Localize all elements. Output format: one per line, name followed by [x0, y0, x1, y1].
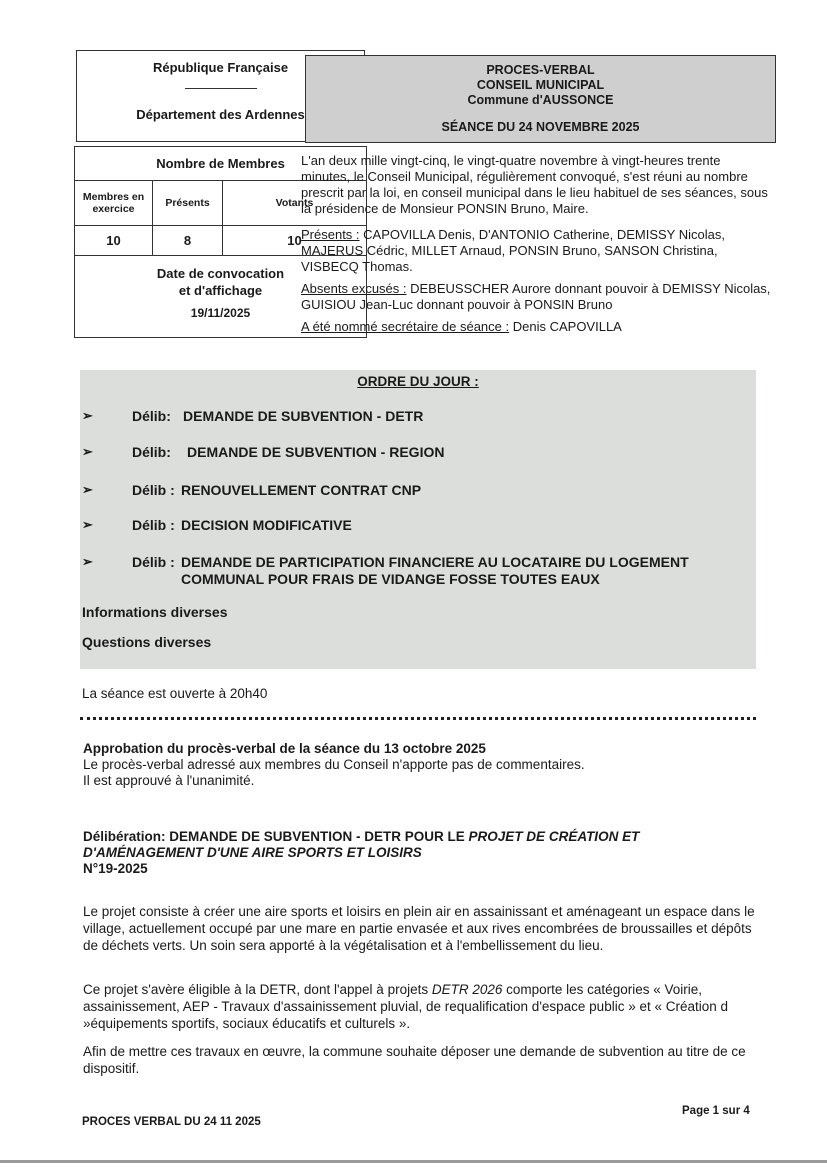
page-number: Page 1 sur 4 [682, 1105, 750, 1117]
value-present: 8 [153, 226, 223, 255]
arrow-bullet-icon: ➢ [82, 444, 93, 459]
deliberation-title-italic-2: D'AMÉNAGEMENT D'UNE AIRE SPORTS ET LOISIRS [83, 845, 422, 860]
convocation-date: 19/11/2025 [190, 306, 251, 320]
present-label: Présents : [301, 227, 360, 242]
pv-council: CONSEIL MUNICIPAL [476, 78, 605, 92]
deliberation-paragraph-1: Le projet consiste à créer une aire sports et loisirs en plein air en assainissant et aménageant un espace dans le village, actuellement occupé par une mare en partie envasée et aux rives encombrées de broussailles et dépôts de déchets verts. Un soin sera apporté à la végétalisation et à l'embellissement du lieu. [83, 904, 755, 953]
agenda-item-text: RENOUVELLEMENT CONTRAT CNP [181, 482, 422, 498]
pv-header-box [305, 55, 776, 143]
col-header-present: Présents [153, 180, 223, 225]
deliberation-heading [83, 829, 763, 877]
p2-text-b: comporte les catégories « Voirie, assainissement, AEP - Travaux d'assainissement pluvial, de requalification d'espace public » et « Création d »équipements sportifs, sociaux éducatifs et culturels ». [83, 982, 729, 1031]
convocation-label-2: et d'affichage [178, 283, 263, 298]
members-table-title: Nombre de Membres [75, 147, 366, 181]
col-header-voters: Votants [275, 196, 314, 209]
arrow-bullet-icon: ➢ [82, 408, 93, 423]
agenda-title: ORDRE DU JOUR : [357, 374, 479, 389]
present-list: CAPOVILLA Denis, D'ANTONIO Catherine, DEMISSY Nicolas, MAJERUS Cédric, MILLET Arnaud, PONSIN Bruno, SANSON Christina, VISBECQ Thomas. [301, 227, 725, 274]
deliberation-number: N°19-2025 [83, 861, 148, 876]
agenda-item-label: Délib: [132, 408, 171, 424]
absent-paragraph [301, 281, 771, 313]
agenda-item-text: DECISION MODIFICATIVE [181, 517, 352, 533]
agenda-item-label: Délib: [132, 444, 171, 460]
pv-commune: Commune d'AUSSONCE [467, 93, 614, 107]
pv-title: PROCES-VERBAL [486, 63, 595, 77]
intro-paragraph: L'an deux mille vingt-cinq, le vingt-quatre novembre à vingt-heures trente minutes, le Conseil Municipal, régulièrement convoqué, s'est réuni au nombre prescrit par la loi, en conseil municipal dans le lieu habituel de ses séances, sous la présidence de Monsieur PONSIN Bruno, Maire. [301, 153, 768, 216]
arrow-bullet-icon: ➢ [82, 482, 93, 497]
divider [185, 88, 257, 89]
agenda-item-label: Délib : [132, 517, 175, 533]
deliberation-paragraph-2 [83, 981, 755, 1032]
department-label: Département des Ardennes [136, 107, 305, 122]
intro-block [301, 153, 771, 341]
pv-session-date: SÉANCE DU 24 NOVEMBRE 2025 [441, 120, 640, 134]
p2-italic: DETR 2026 [431, 982, 503, 997]
approval-section [83, 741, 743, 789]
arrow-bullet-icon: ➢ [82, 554, 93, 569]
country-label: République Française [152, 60, 289, 75]
secretary-label: A été nommé secrétaire de séance : [301, 319, 510, 334]
approval-line-1: Le procès-verbal adressé aux membres du Conseil n'apporte pas de commentaires. [83, 757, 585, 772]
deliberation-prefix: Délibération: [83, 829, 166, 844]
agenda-item-label: Délib : [132, 482, 175, 498]
secretary-name: Denis CAPOVILLA [509, 319, 622, 334]
absent-list: DEBEUSSCHER Aurore donnant pouvoir à DEMISSY Nicolas, GUISIOU Jean-Luc donnant pouvoir à PONSIN Bruno [301, 281, 771, 312]
arrow-bullet-icon: ➢ [82, 517, 93, 532]
approval-line-2: Il est approuvé à l'unanimité. [83, 773, 255, 788]
agenda-item-text: DEMANDE DE SUBVENTION - DETR [183, 408, 424, 424]
deliberation-title-line-1 [83, 829, 763, 845]
agenda-item-text: DEMANDE DE PARTICIPATION FINANCIERE AU LOCATAIRE DU LOGEMENT COMMUNAL POUR FRAIS DE VIDANGE FOSSE TOUTES EAUX [181, 554, 689, 587]
agenda-item-label: Délib : [132, 554, 175, 570]
absent-label: Absents excusés : [301, 281, 407, 296]
col-header-members: Membres en exercice [75, 180, 153, 225]
secretary-paragraph [301, 319, 771, 335]
approval-title: Approbation du procès-verbal de la séance du 13 octobre 2025 [83, 741, 486, 756]
value-members: 10 [75, 226, 153, 255]
p2-text-a: Ce projet s'avère éligible à la DETR, dont l'appel à projets [83, 982, 432, 997]
bottom-edge-line [0, 1160, 827, 1163]
footer-label: PROCES VERBAL DU 24 11 2025 [82, 1116, 261, 1128]
value-voters: 10 [287, 233, 302, 248]
agenda-item-text: DEMANDE DE SUBVENTION - REGION [187, 444, 445, 460]
agenda-info: Informations diverses [82, 604, 228, 620]
agenda-box [80, 370, 756, 669]
deliberation-title: DEMANDE DE SUBVENTION - DETR POUR LE [165, 829, 469, 844]
session-opening: La séance est ouverte à 20h40 [82, 686, 268, 701]
convocation-label-1: Date de convocation [156, 266, 285, 281]
dotted-separator [80, 717, 756, 720]
agenda-questions: Questions diverses [82, 634, 212, 650]
deliberation-paragraph-3: Afin de mettre ces travaux en œuvre, la commune souhaite déposer une demande de subvention au titre de ce dispositif. [83, 1044, 746, 1076]
present-paragraph [301, 227, 771, 275]
deliberation-title-italic-1: PROJET DE CRÉATION ET [468, 829, 640, 844]
